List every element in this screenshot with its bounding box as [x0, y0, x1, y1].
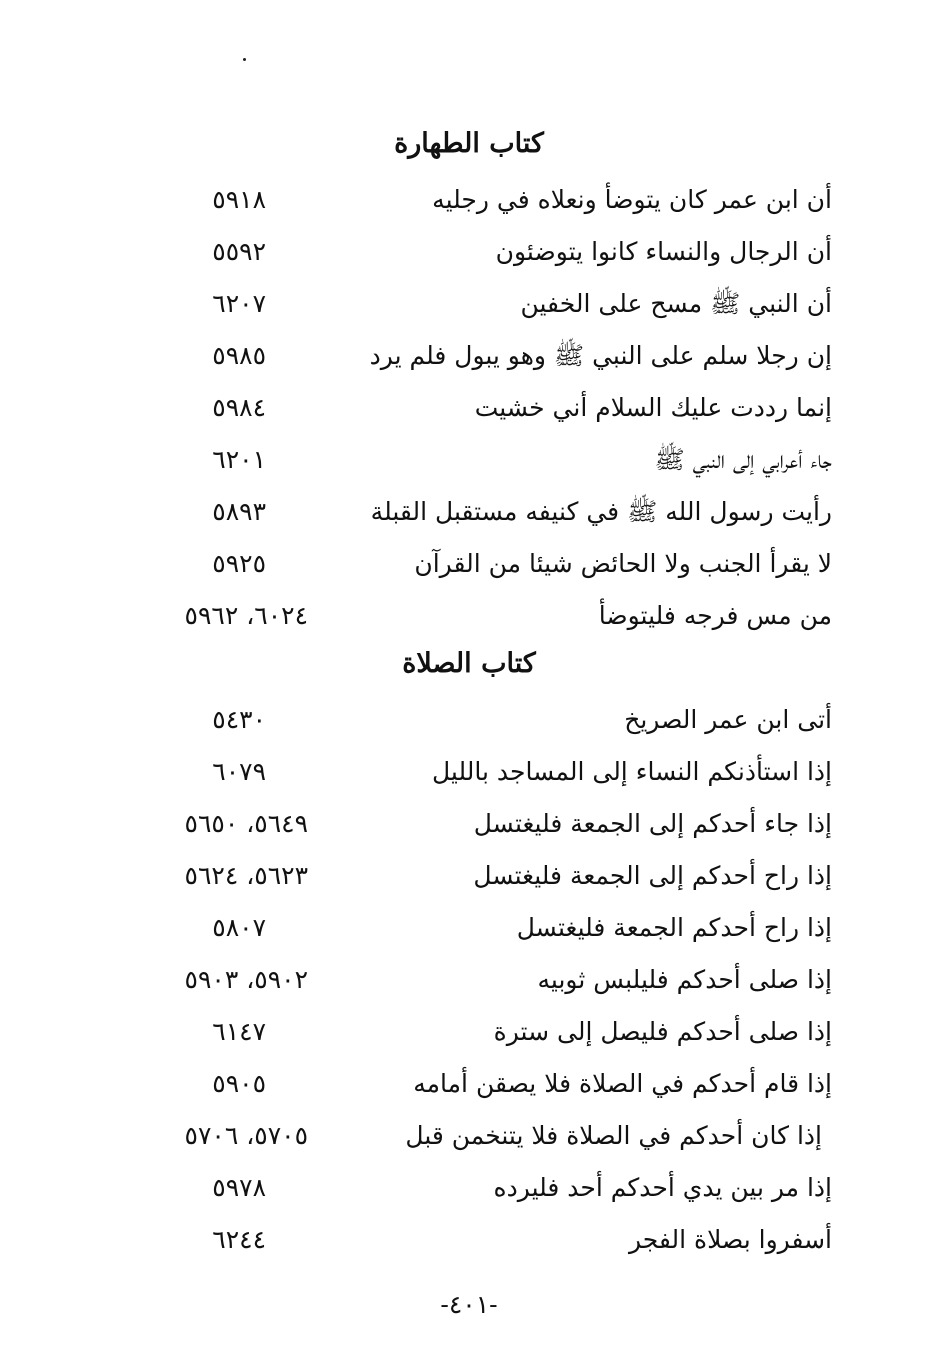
index-entry — [0, 492, 938, 542]
index-entry — [0, 544, 938, 594]
index-entry — [0, 1220, 938, 1270]
hadith-reference-numbers: ٥٥٩٢ — [212, 237, 266, 266]
hadith-reference-numbers: ٥٩٨٥ — [212, 341, 266, 370]
hadith-reference-numbers: ٥٧٠٥، ٥٧٠٦ — [184, 1121, 308, 1150]
hadith-reference-numbers: ٥٦٤٩، ٥٦٥٠ — [184, 809, 308, 838]
index-entry — [0, 388, 938, 438]
hadith-incipit: إذا قام أحدكم في الصلاة فلا يصقن أمامه — [413, 1069, 832, 1098]
hadith-reference-numbers: ٥٩١٨ — [212, 185, 266, 214]
index-entry — [0, 908, 938, 958]
hadith-incipit: إن رجلا سلم على النبي ﷺ وهو يبول فلم يرد — [369, 341, 832, 370]
print-speck — [243, 58, 246, 61]
hadith-incipit: إذا راح أحدكم إلى الجمعة فليغتسل — [473, 861, 832, 890]
hadith-reference-numbers: ٦٢٤٤ — [212, 1225, 266, 1254]
hadith-incipit: أن النبي ﷺ مسح على الخفين — [520, 289, 832, 318]
index-entry — [0, 856, 938, 906]
hadith-incipit: أتى ابن عمر الصريخ — [624, 705, 832, 734]
index-entry — [0, 336, 938, 386]
hadith-reference-numbers: ٦٠٧٩ — [212, 757, 266, 786]
hadith-incipit: أسفروا بصلاة الفجر — [628, 1225, 832, 1254]
index-entry — [0, 752, 938, 802]
hadith-incipit: إذا جاء أحدكم إلى الجمعة فليغتسل — [473, 809, 832, 838]
index-entry — [0, 1168, 938, 1218]
index-entry — [0, 1116, 938, 1166]
hadith-incipit: إذا صلى أحدكم فليصل إلى سترة — [493, 1017, 832, 1046]
hadith-reference-numbers: ٥٩٠٥ — [212, 1069, 266, 1098]
hadith-reference-numbers: ٦٢٠٧ — [212, 289, 266, 318]
section-title-purification: كتاب الطهارة — [394, 128, 544, 159]
hadith-reference-numbers: ٥٨٠٧ — [212, 913, 266, 942]
section-title-prayer: كتاب الصلاة — [402, 648, 536, 679]
hadith-reference-numbers: ٦١٤٧ — [212, 1017, 266, 1046]
hadith-reference-numbers: ٦٢٠١ — [212, 445, 266, 474]
hadith-reference-numbers: ٥٤٣٠ — [212, 705, 266, 734]
hadith-reference-numbers: ٥٩٧٨ — [212, 1173, 266, 1202]
index-entry — [0, 1012, 938, 1062]
hadith-incipit: إذا استأذنكم النساء إلى المساجد بالليل — [432, 757, 832, 786]
hadith-reference-numbers: ٥٨٩٣ — [212, 497, 266, 526]
index-entry — [0, 1064, 938, 1114]
index-entry — [0, 700, 938, 750]
hadith-incipit: أن ابن عمر كان يتوضأ ونعلاه في رجليه — [432, 185, 832, 214]
index-entry — [0, 284, 938, 334]
hadith-reference-numbers: ٦٠٢٤، ٥٩٦٢ — [184, 601, 308, 630]
hadith-reference-numbers: ٥٩٢٥ — [212, 549, 266, 578]
hadith-incipit: من مس فرجه فليتوضأ — [598, 601, 832, 630]
hadith-reference-numbers: ٥٩٨٤ — [212, 393, 266, 422]
index-entry — [0, 232, 938, 282]
page-number: -٤٠١- — [440, 1290, 498, 1319]
hadith-incipit: رأيت رسول الله ﷺ في كنيفه مستقبل القبلة — [370, 497, 832, 526]
index-entry — [0, 960, 938, 1010]
hadith-reference-numbers: ٥٦٢٣، ٥٦٢٤ — [184, 861, 308, 890]
index-entry — [0, 596, 938, 646]
hadith-incipit: إذا صلى أحدكم فليلبس ثوبيه — [537, 965, 832, 994]
index-entry — [0, 180, 938, 230]
index-entry — [0, 804, 938, 854]
hadith-reference-numbers: ٥٩٠٢، ٥٩٠٣ — [184, 965, 308, 994]
hadith-incipit: إذا مر بين يدي أحدكم أحد فليرده — [493, 1173, 832, 1202]
hadith-incipit: لا يقرأ الجنب ولا الحائض شيئا من القرآن — [414, 549, 832, 578]
hadith-incipit: جاء أعرابي إلى النبي ﷺ — [654, 445, 832, 474]
hadith-incipit: إذا راح أحدكم الجمعة فليغتسل — [516, 913, 832, 942]
hadith-incipit: إذا كان أحدكم في الصلاة فلا يتنخمن قبل — [405, 1121, 822, 1150]
hadith-incipit: أن الرجال والنساء كانوا يتوضئون — [495, 237, 832, 266]
hadith-incipit: إنما رددت عليك السلام أني خشيت — [474, 393, 832, 422]
index-entry — [0, 440, 938, 490]
